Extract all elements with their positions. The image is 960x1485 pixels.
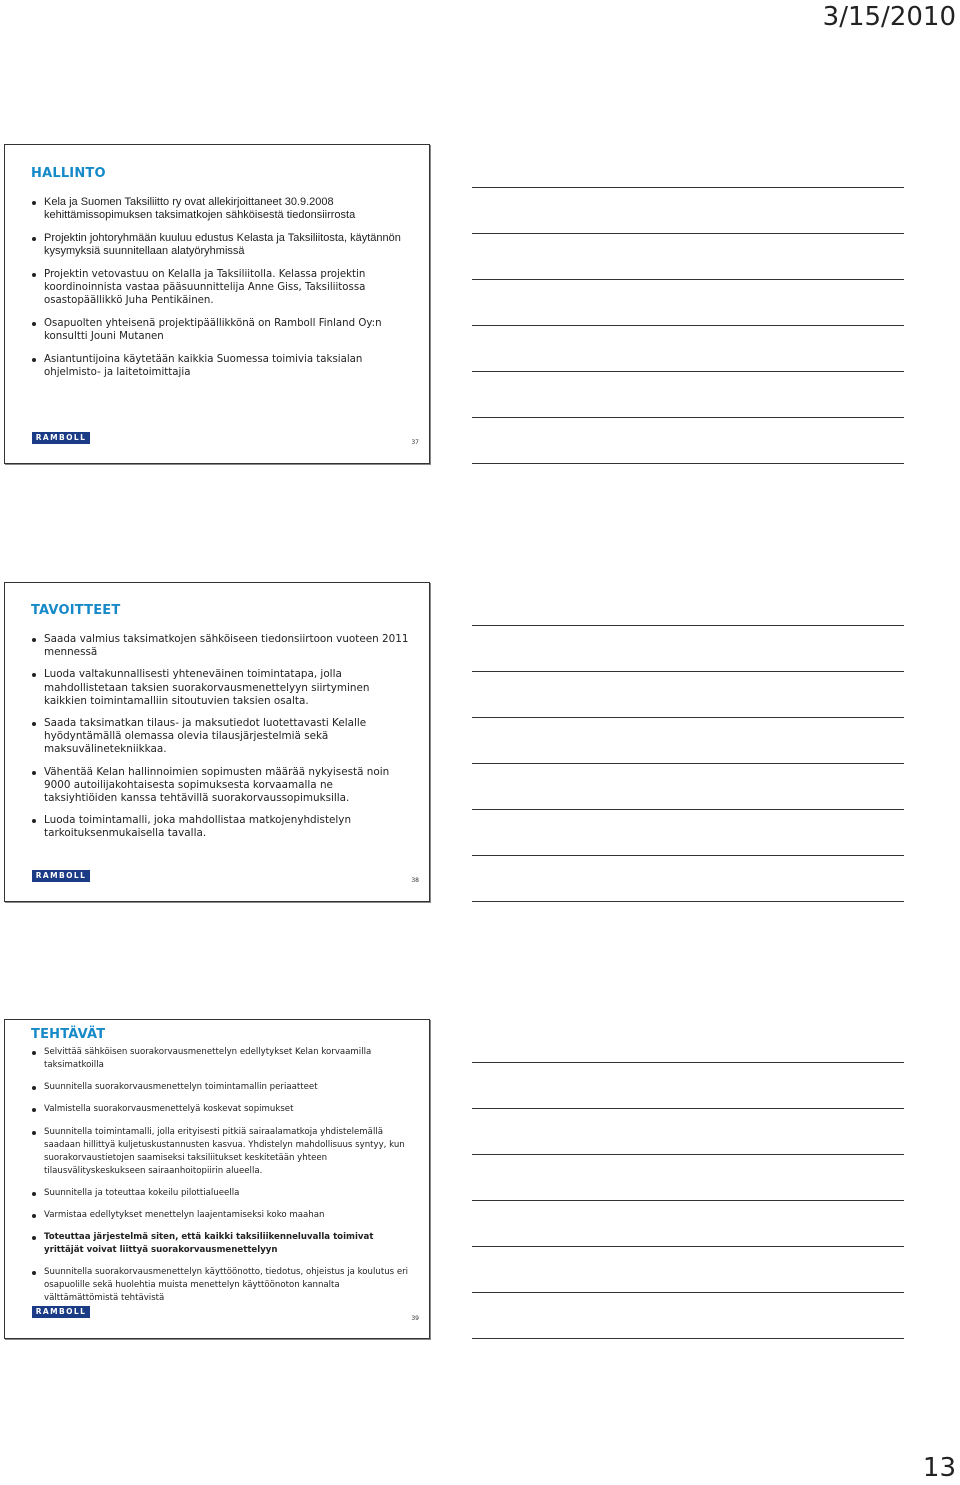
slide-tavoitteet	[4, 582, 430, 902]
note-line	[472, 463, 904, 464]
bullet-item: Valmistella suorakorvausmenettelyä koskevat sopimukset	[31, 1103, 409, 1116]
ramboll-logo: RAMBOLL	[32, 432, 90, 444]
note-line	[472, 187, 904, 188]
note-line	[472, 279, 904, 280]
bullet-list	[31, 196, 409, 389]
bullet-item: Suunnitella suorakorvausmenettelyn toimintamallin periaatteet	[31, 1081, 409, 1094]
note-line	[472, 717, 904, 718]
note-line	[472, 763, 904, 764]
note-line	[472, 671, 904, 672]
bullet-item: Projektin vetovastuu on Kelalla ja Taksiliitolla. Kelassa projektin koordinoinnista vastaa pääsuunnittelija Anne Giss, Taksiliitossa osastopäällikkö Juha Pentikäinen.	[31, 268, 409, 307]
bullet-item: Suunnitella ja toteuttaa kokeilu pilottialueella	[31, 1187, 409, 1200]
bullet-item: Saada taksimatkan tilaus- ja maksutiedot luotettavasti Kelalle hyödyntämällä olemassa olevia tilausjärjestelmiä sekä maksuvälinetekniikkaa.	[31, 717, 409, 757]
slide-number: 38	[411, 877, 419, 884]
bullet-item: Suunnitella toimintamalli, jolla erityisesti pitkiä sairaalamatkoja yhdistelemällä saadaan hillittyä kuljetuskustannusten kasvua. Yhdistelyn mahdollisuus syntyy, kun suorakorvaustietojen saamiseksi taksiliitukset keskitetään yhteen tilausvälityskeskukseen sairaanhoitopiirin alueella.	[31, 1126, 409, 1178]
bullet-item: Projektin johtoryhmään kuuluu edustus Kelasta ja Taksiliitosta, käytännön kysymyksiä suunnitellaan alatyöryhmissä	[31, 232, 409, 258]
bullet-item: Vähentää Kelan hallinnoimien sopimusten määrää nykyisestä noin 9000 autoilijakohtaisesta sopimuksesta korvaamalla ne taksiyhtiöiden kanssa tehtävillä suorakorvaussopimuksilla.	[31, 766, 409, 806]
bullet-item: Saada valmius taksimatkojen sähköiseen tiedonsiirtoon vuoteen 2011 mennessä	[31, 633, 409, 659]
bullet-item: Selvittää sähköisen suorakorvausmenettelyn edellytykset Kelan korvaamilla taksimatkoilla	[31, 1046, 409, 1072]
note-line	[472, 1338, 904, 1339]
note-line	[472, 625, 904, 626]
bullet-list	[31, 1046, 409, 1315]
ramboll-logo: RAMBOLL	[32, 1306, 90, 1318]
bullet-item: Kela ja Suomen Taksiliitto ry ovat allekirjoittaneet 30.9.2008 kehittämissopimuksen taksimatkojen sähköisestä tiedonsiirrosta	[31, 196, 409, 222]
slide-title: TAVOITTEET	[31, 603, 121, 618]
note-line	[472, 233, 904, 234]
bullet-item: Asiantuntijoina käytetään kaikkia Suomessa toimivia taksialan ohjelmisto- ja laitetoimittajia	[31, 353, 409, 379]
page-date: 3/15/2010	[822, 2, 956, 32]
note-line	[472, 1292, 904, 1293]
bullet-list	[31, 633, 409, 850]
slide-hallinto	[4, 144, 430, 464]
slide-number: 39	[411, 1315, 419, 1322]
bullet-item: Luoda valtakunnallisesti yhteneväinen toimintatapa, jolla mahdollistetaan taksien suorakorvausmenettelyyn siirtyminen kaikkien toimintamalliin sitoutuvien taksien osalta.	[31, 668, 409, 708]
ramboll-logo: RAMBOLL	[32, 870, 90, 882]
note-line	[472, 325, 904, 326]
page-number: 13	[922, 1453, 956, 1483]
note-line	[472, 371, 904, 372]
note-line	[472, 1154, 904, 1155]
note-line	[472, 1062, 904, 1063]
slide-title: HALLINTO	[31, 166, 106, 181]
note-line	[472, 1108, 904, 1109]
note-line	[472, 1200, 904, 1201]
slide-number: 37	[411, 439, 419, 446]
note-line	[472, 855, 904, 856]
slide-tehtavat	[4, 1019, 430, 1339]
bullet-item: Varmistaa edellytykset menettelyn laajentamiseksi koko maahan	[31, 1209, 409, 1222]
slide-title: TEHTÄVÄT	[31, 1027, 106, 1042]
bullet-item: Osapuolten yhteisenä projektipäällikkönä on Ramboll Finland Oy:n konsultti Jouni Mutanen	[31, 317, 409, 343]
note-line	[472, 809, 904, 810]
bullet-item: Luoda toimintamalli, joka mahdollistaa matkojenyhdistelyn tarkoituksenmukaisella tavalla.	[31, 814, 409, 840]
bullet-item: Suunnitella suorakorvausmenettelyn käyttöönotto, tiedotus, ohjeistus ja koulutus eri osapuolille sekä huolehtia muista menettelyn käyttöönoton kannalta välttämättömistä tehtävistä	[31, 1266, 409, 1305]
note-line	[472, 1246, 904, 1247]
bullet-item: Toteuttaa järjestelmä siten, että kaikki taksiliikenneluvalla toimivat yrittäjät voivat liittyä suorakorvausmenettelyyn	[31, 1231, 409, 1257]
note-line	[472, 901, 904, 902]
note-line	[472, 417, 904, 418]
